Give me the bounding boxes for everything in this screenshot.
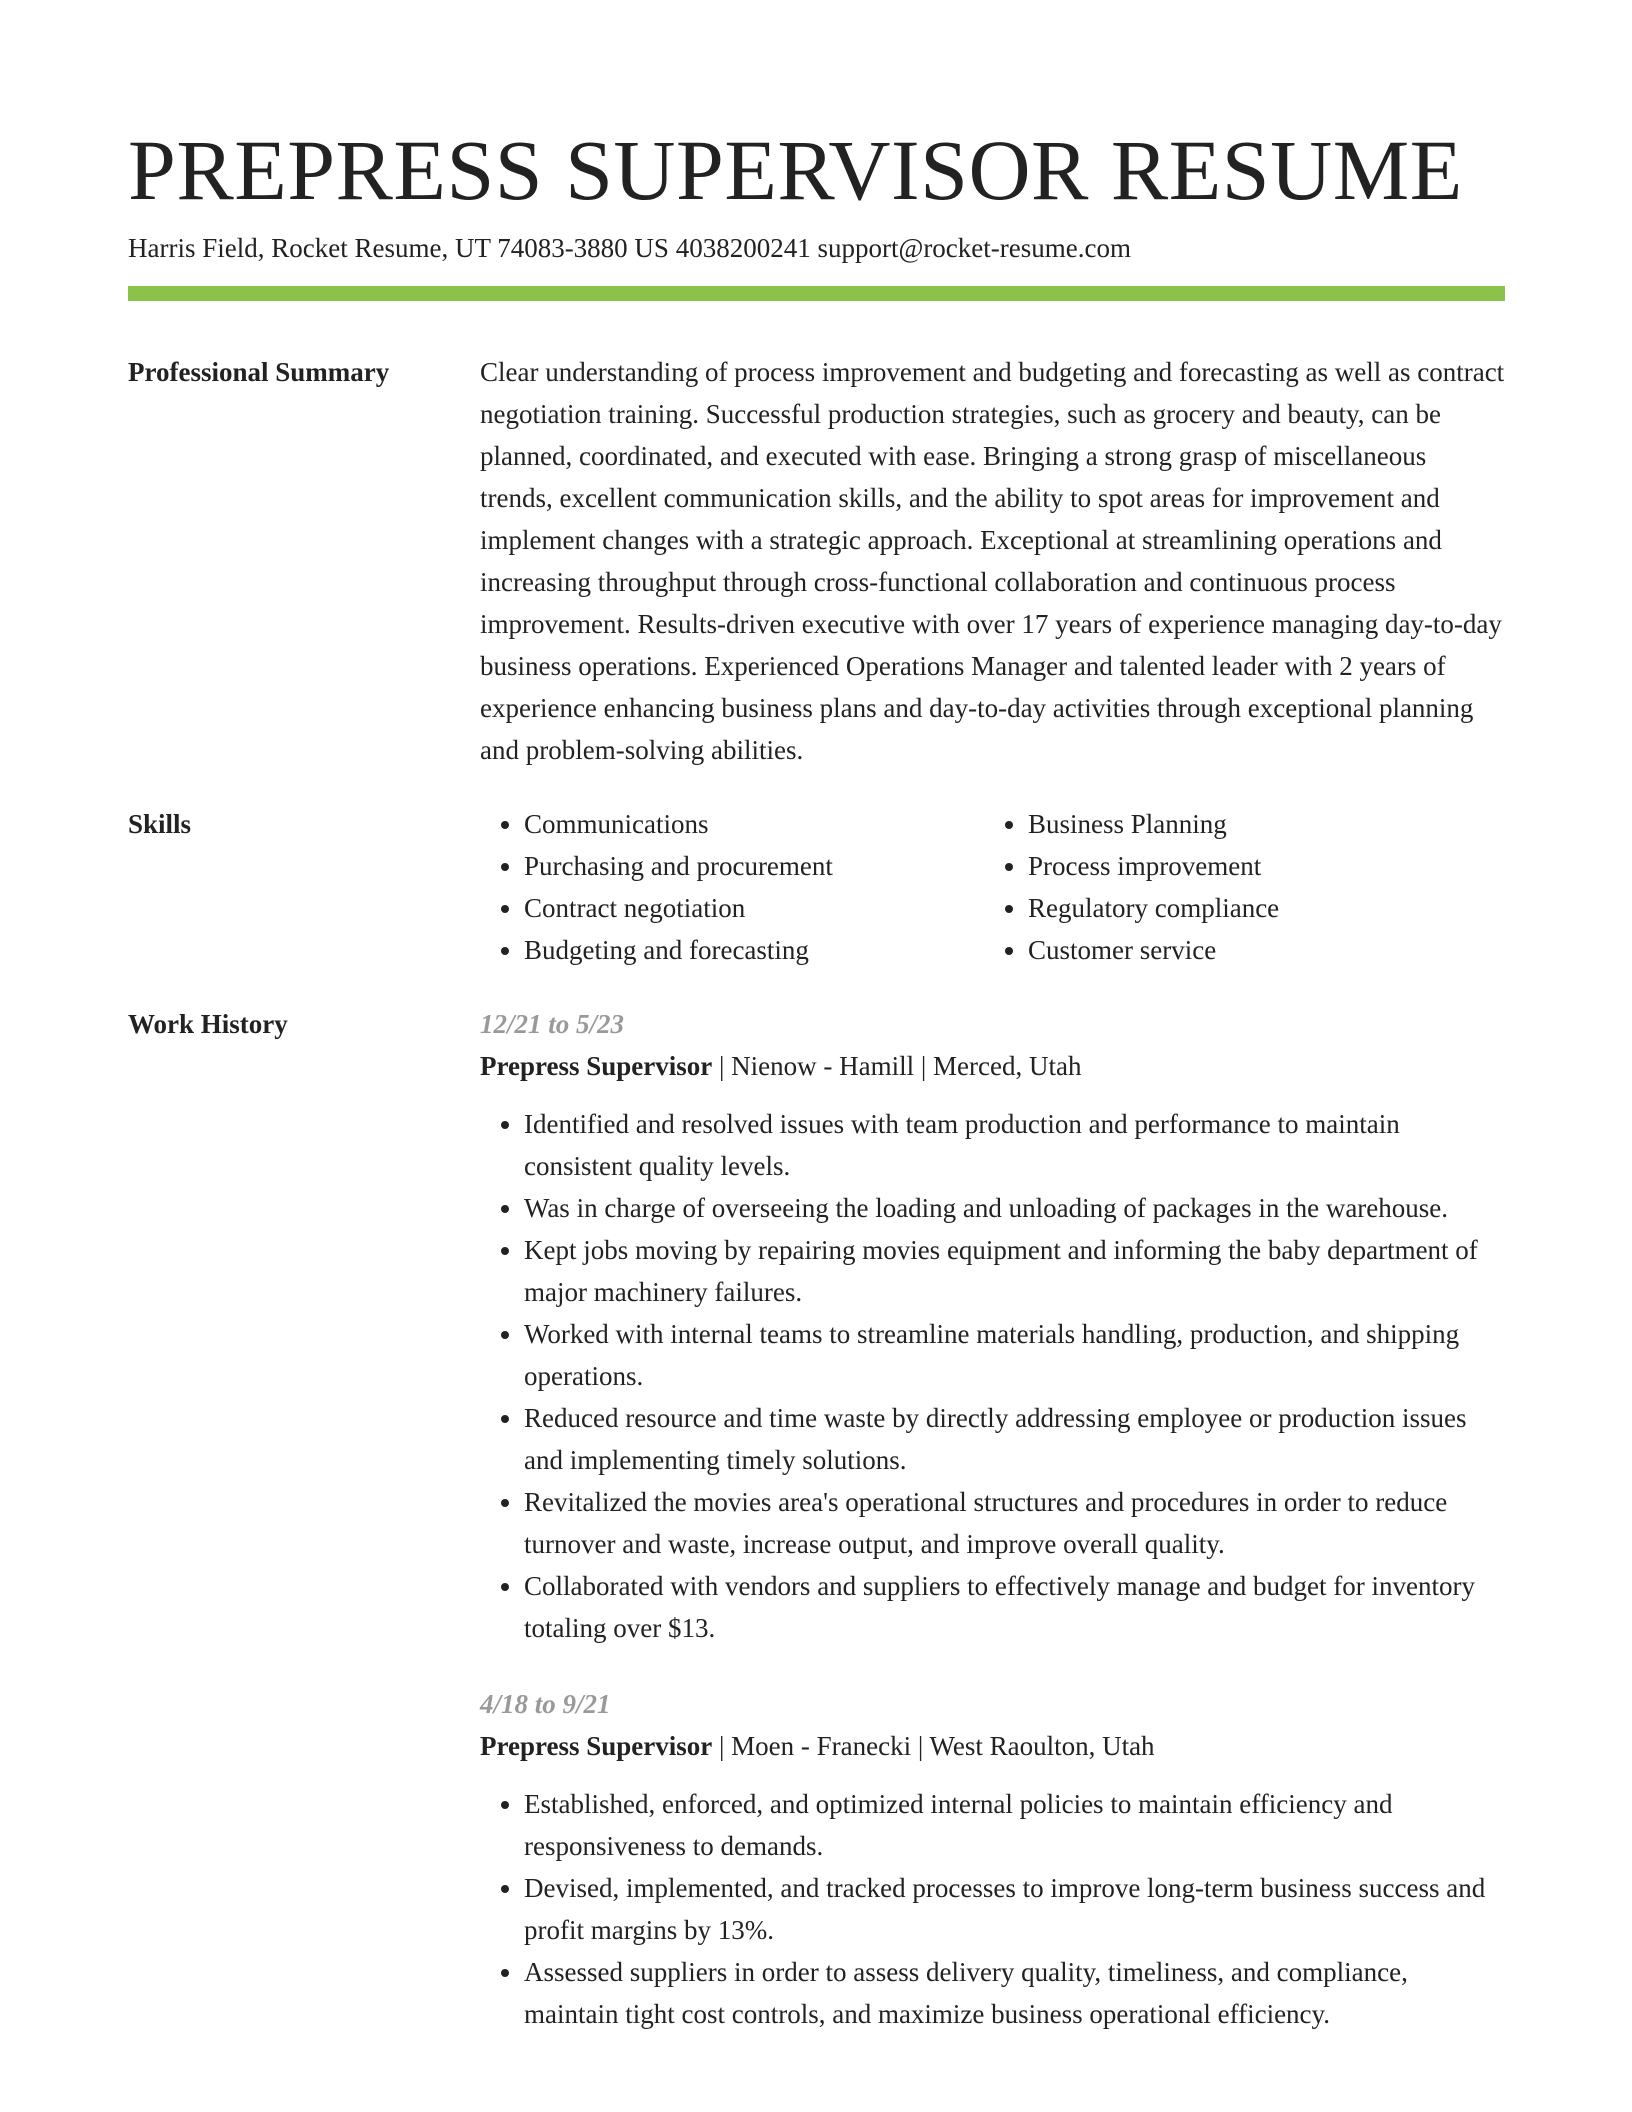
work-history-entries	[480, 1003, 1505, 2069]
job-bullet: • Established, enforced, and optimized internal policies to maintain efficiency and responsiveness to demands.	[524, 1783, 1505, 1867]
job-bullet-list	[480, 1783, 1505, 2035]
job-heading	[480, 1045, 1505, 1087]
skill-item: • Contract negotiation	[524, 887, 984, 929]
job-heading	[480, 1725, 1505, 1767]
contact-line: Harris Field, Rocket Resume, UT 74083-3880 US 4038200241 support@rocket-resume.com	[128, 233, 1131, 263]
job-title: Prepress Supervisor	[480, 1051, 713, 1081]
job-employer-location: | Nienow - Hamill | Merced, Utah	[712, 1051, 1082, 1081]
job-title: Prepress Supervisor	[480, 1731, 713, 1761]
job-bullet: • Revitalized the movies area's operational structures and procedures in order to reduce turnover and waste, increase output, and improve overall quality.	[524, 1481, 1505, 1565]
job-bullet: • Worked with internal teams to streamline materials handling, production, and shipping operations.	[524, 1313, 1505, 1397]
summary-label: Professional Summary	[128, 357, 390, 387]
skills-column-left	[480, 803, 984, 971]
accent-divider	[128, 286, 1505, 301]
job-bullet-list	[480, 1103, 1505, 1649]
job-dates: 12/21 to 5/23	[480, 1009, 625, 1039]
skills-label: Skills	[128, 809, 192, 839]
job-dates: 4/18 to 9/21	[480, 1689, 611, 1719]
skill-item: • Communications	[524, 803, 984, 845]
skills-section	[128, 803, 1505, 971]
resume-title: PREPRESS SUPERVISOR RESUME	[128, 122, 1463, 218]
job-entry	[480, 1003, 1505, 1649]
job-bullet: • Identified and resolved issues with team production and performance to maintain consistent quality levels.	[524, 1103, 1505, 1187]
skills-column-right	[984, 803, 1505, 971]
skill-item: • Budgeting and forecasting	[524, 929, 984, 971]
work-history-section	[128, 1003, 1505, 2069]
skill-item: • Customer service	[1028, 929, 1505, 971]
job-bullet: • Devised, implemented, and tracked processes to improve long-term business success and profit margins by 13%.	[524, 1867, 1505, 1951]
job-bullet: • Was in charge of overseeing the loading and unloading of packages in the warehouse.	[524, 1187, 1505, 1229]
summary-section	[128, 351, 1505, 771]
skill-item: • Regulatory compliance	[1028, 887, 1505, 929]
job-entry	[480, 1683, 1505, 2035]
skill-item: • Business Planning	[1028, 803, 1505, 845]
job-employer-location: | Moen - Franecki | West Raoulton, Utah	[712, 1731, 1155, 1761]
skill-item: • Purchasing and procurement	[524, 845, 984, 887]
job-bullet: • Collaborated with vendors and suppliers to effectively manage and budget for inventory totaling over $13.	[524, 1565, 1505, 1649]
skill-item: • Process improvement	[1028, 845, 1505, 887]
job-bullet: • Assessed suppliers in order to assess delivery quality, timeliness, and compliance, maintain tight cost controls, and maximize business operational efficiency.	[524, 1951, 1505, 2035]
skills-list	[480, 803, 1505, 971]
job-bullet: • Kept jobs moving by repairing movies equipment and informing the baby department of major machinery failures.	[524, 1229, 1505, 1313]
job-bullet: • Reduced resource and time waste by directly addressing employee or production issues and implementing timely solutions.	[524, 1397, 1505, 1481]
work-history-label: Work History	[128, 1009, 288, 1039]
summary-text: Clear understanding of process improvement and budgeting and forecasting as well as contract negotiation training. Successful production strategies, such as grocery and beauty, can be planned, coordinated, and executed with ease. Bringing a strong grasp of miscellaneous trends, excellent communication skills, and the ability to spot areas for improvement and implement changes with a strategic approach. Exceptional at streamlining operations and increasing throughput through cross-functional collaboration and continuous process improvement. Results-driven executive with over 17 years of experience managing day-to-day business operations. Experienced Operations Manager and talented leader with 2 years of experience enhancing business plans and day-to-day activities through exceptional planning and problem-solving abilities.	[480, 357, 1505, 765]
